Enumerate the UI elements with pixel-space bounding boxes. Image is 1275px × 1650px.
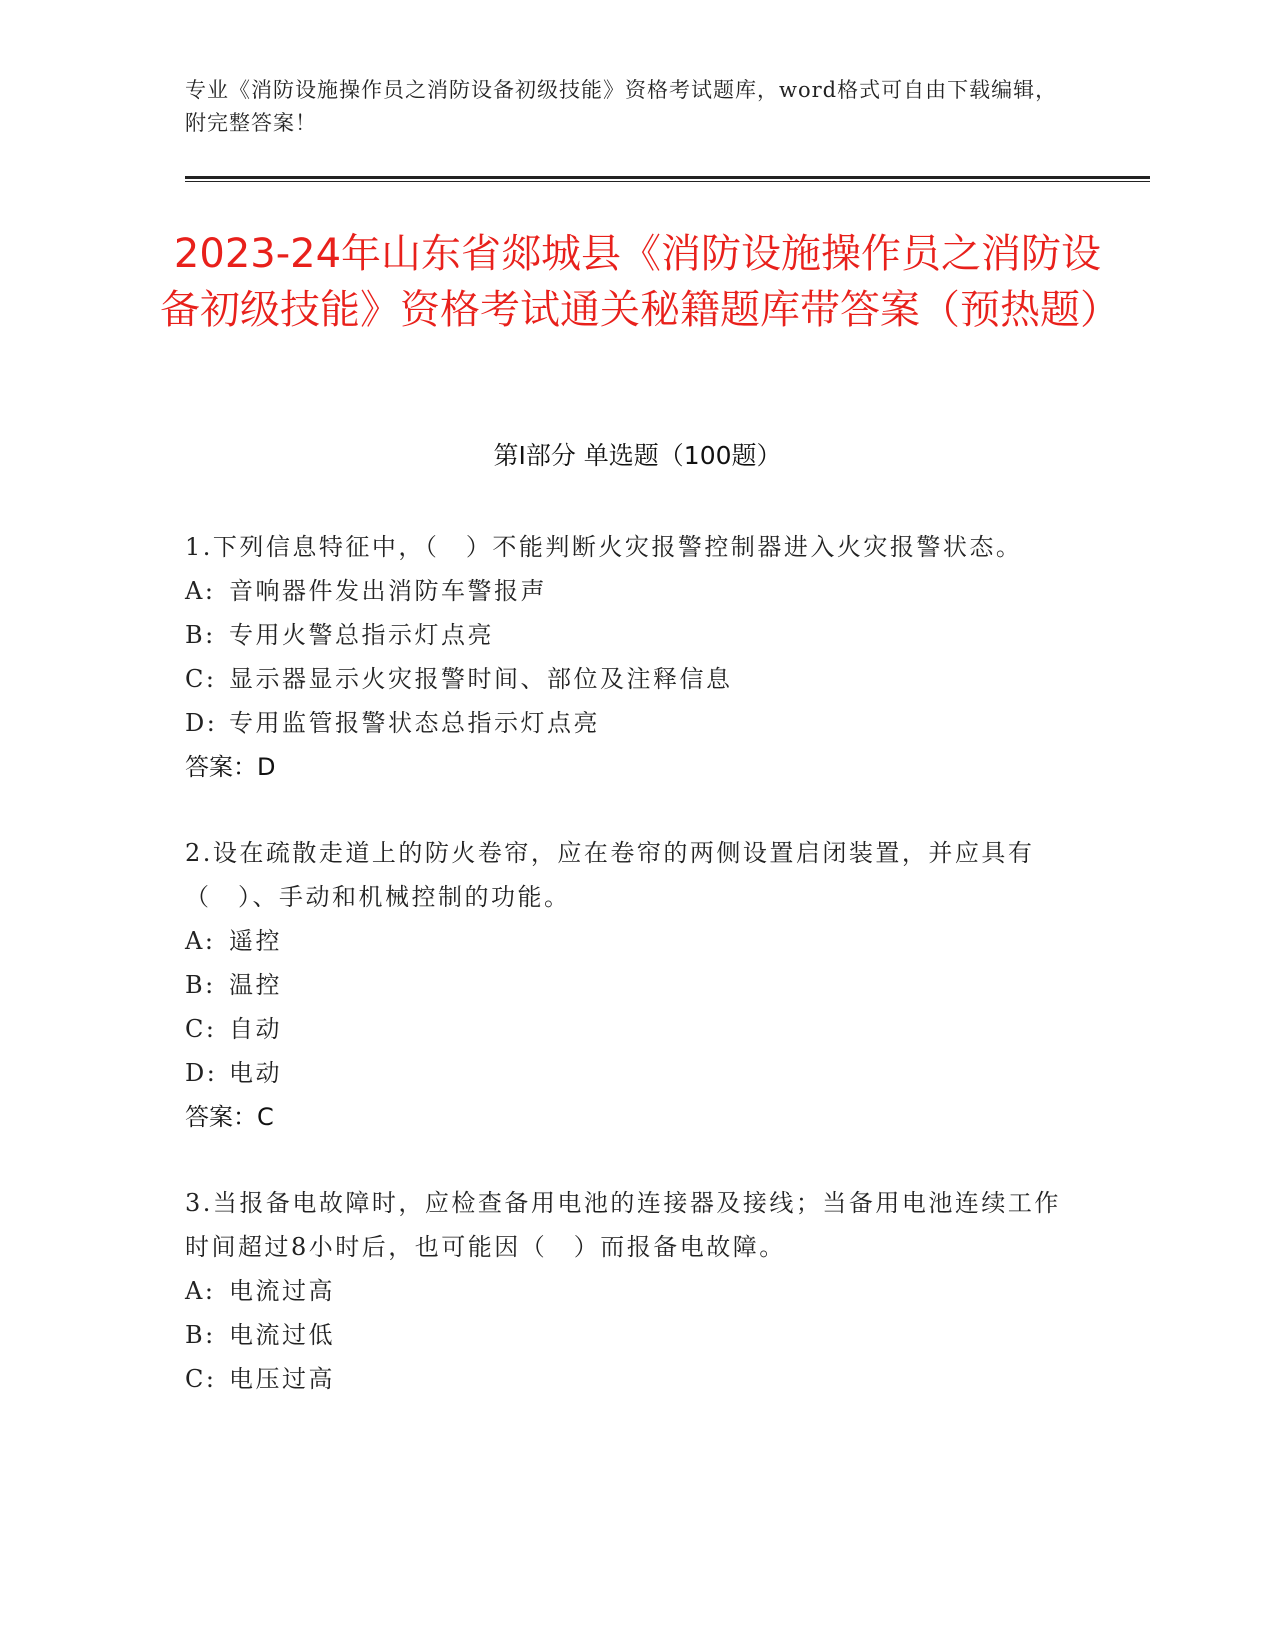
question-list [185, 525, 1065, 1443]
option-a [185, 1269, 1065, 1313]
section-title: 第Ⅰ部分 单选题（100题） [493, 441, 782, 470]
question-stem: 1.下列信息特征中，（ ）不能判断火灾报警控制器进入火灾报警状态。 [185, 533, 1023, 561]
option-key: D: [185, 1059, 218, 1087]
option-text: 专用火警总指示灯点亮 [229, 621, 494, 649]
option-d [185, 1051, 1065, 1095]
document-title: 2023-24年山东省郯城县《消防设施操作员之消防设备初级技能》资格考试通关秘籍题库带答案（预热题） [160, 231, 1120, 333]
option-a [185, 569, 1065, 613]
header-note: 专业《消防设施操作员之消防设备初级技能》资格考试题库，word格式可自由下载编辑，附完整答案！ [185, 78, 1058, 135]
option-text: 音响器件发出消防车警报声 [229, 577, 547, 605]
option-key: B: [185, 971, 216, 999]
option-key: C: [185, 665, 217, 693]
question-answer: 答案：C [185, 1103, 274, 1131]
option-key: D: [185, 709, 218, 737]
option-text: 专用监管报警状态总指示灯点亮 [229, 709, 600, 737]
option-text: 温控 [229, 971, 282, 999]
option-text: 电流过低 [229, 1321, 335, 1349]
option-a [185, 919, 1065, 963]
option-d [185, 701, 1065, 745]
option-c [185, 1357, 1065, 1401]
option-text: 电动 [229, 1059, 282, 1087]
option-text: 自动 [229, 1015, 282, 1043]
option-b [185, 613, 1065, 657]
question-1 [185, 525, 1065, 789]
option-b [185, 1313, 1065, 1357]
option-c [185, 657, 1065, 701]
option-key: C: [185, 1015, 217, 1043]
option-text: 电流过高 [229, 1277, 335, 1305]
option-c [185, 1007, 1065, 1051]
option-key: A: [185, 927, 216, 955]
option-key: A: [185, 1277, 216, 1305]
option-key: B: [185, 621, 216, 649]
question-answer: 答案：D [185, 753, 276, 781]
option-text: 显示器显示火灾报警时间、部位及注释信息 [229, 665, 733, 693]
question-stem: 3.当报备电故障时，应检查备用电池的连接器及接线；当备用电池连续工作时间超过8小时后，也可能因（ ）而报备电故障。 [185, 1189, 1061, 1261]
header-rule-thin [185, 181, 1150, 182]
question-3 [185, 1181, 1065, 1401]
option-b [185, 963, 1065, 1007]
option-key: C: [185, 1365, 217, 1393]
question-2 [185, 831, 1065, 1139]
question-stem: 2.设在疏散走道上的防火卷帘，应在卷帘的两侧设置启闭装置，并应具有（ ）、手动和机械控制的功能。 [185, 839, 1035, 911]
option-key: B: [185, 1321, 216, 1349]
header-rule-thick [185, 176, 1150, 179]
option-text: 遥控 [229, 927, 282, 955]
option-text: 电压过高 [229, 1365, 335, 1393]
option-key: A: [185, 577, 216, 605]
